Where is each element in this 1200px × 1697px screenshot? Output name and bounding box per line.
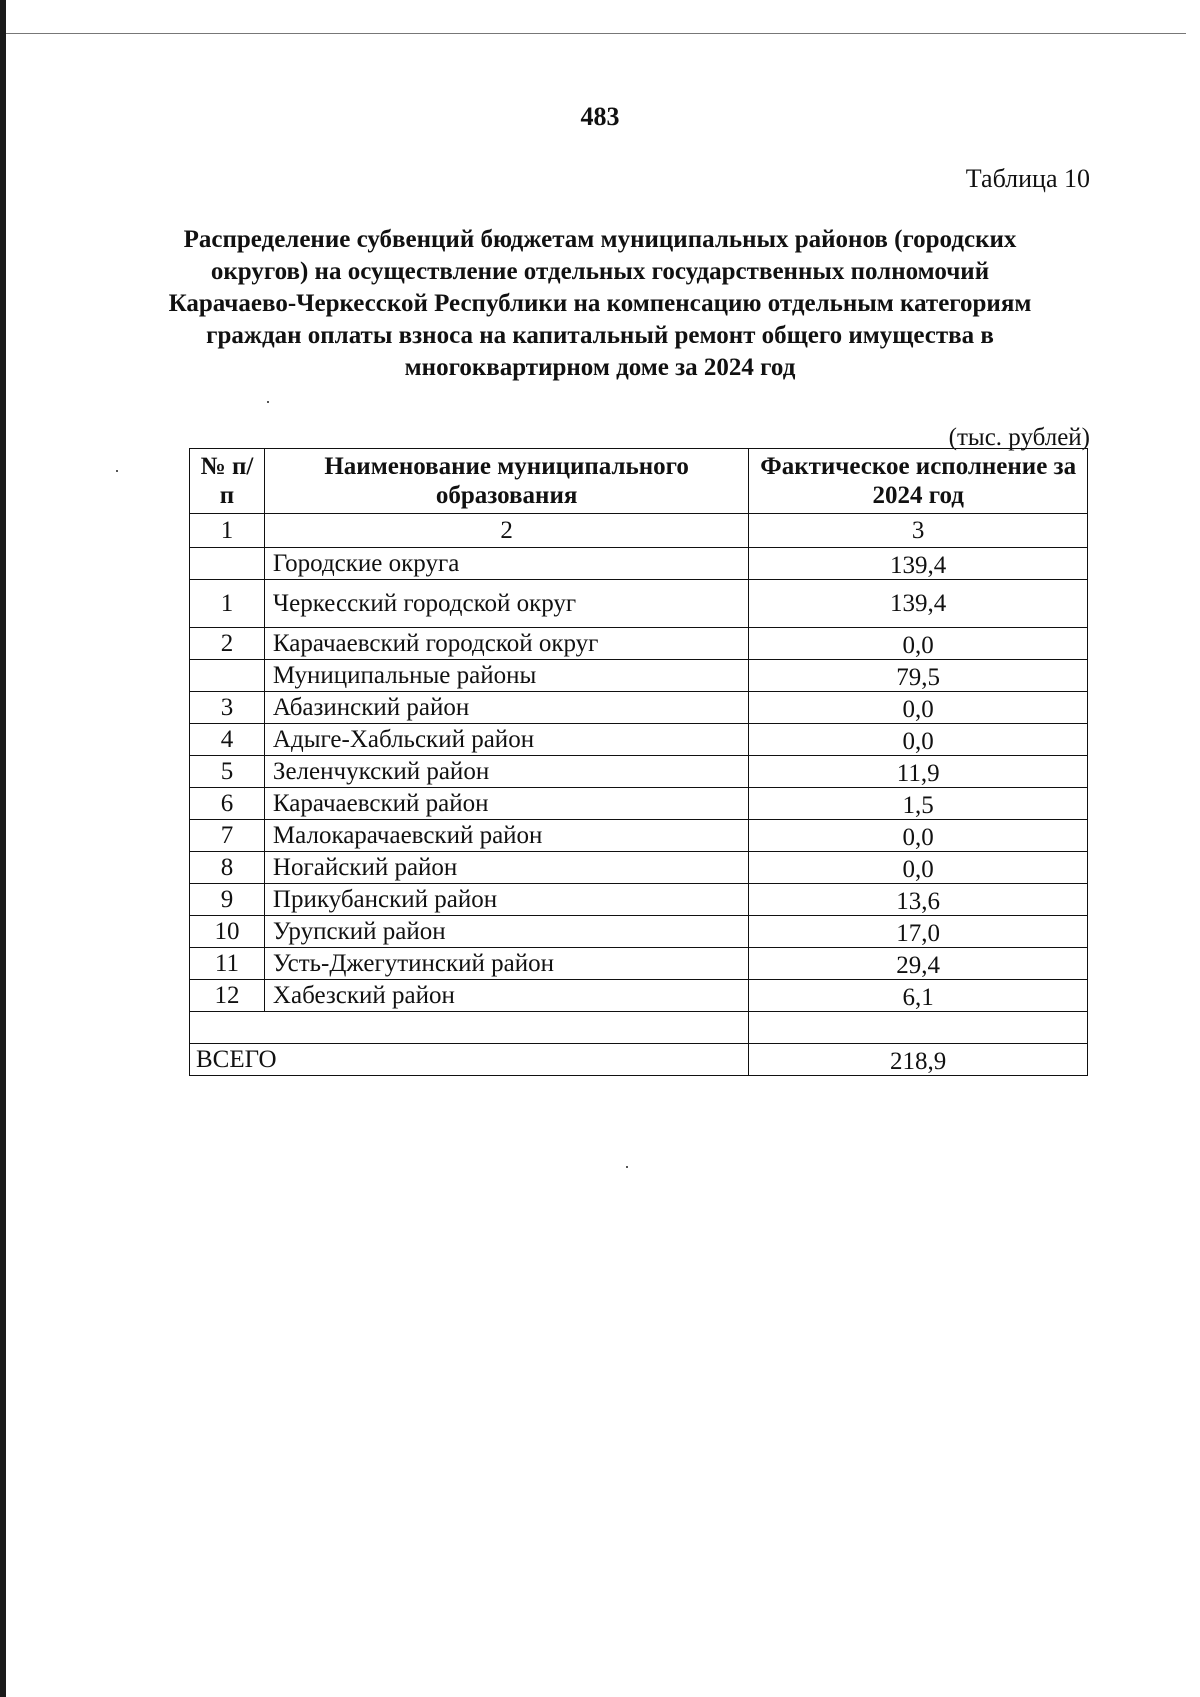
table-row bbox=[190, 756, 1088, 788]
row-name: Малокарачаевский район bbox=[264, 820, 748, 852]
row-num: 12 bbox=[190, 980, 265, 1012]
table-row bbox=[190, 660, 1088, 692]
row-name: Карачаевский городской округ bbox=[264, 628, 748, 660]
table-row bbox=[190, 788, 1088, 820]
row-num: 3 bbox=[190, 692, 265, 724]
scan-speck bbox=[267, 401, 269, 403]
table-row bbox=[190, 628, 1088, 660]
row-name: Городские округа bbox=[264, 548, 748, 580]
row-value: 0,0 bbox=[749, 628, 1088, 660]
table-empty-row bbox=[190, 1012, 1088, 1044]
table-row bbox=[190, 980, 1088, 1012]
row-num: 4 bbox=[190, 724, 265, 756]
units-label: (тыс. рублей) bbox=[948, 424, 1090, 451]
header-value: Фактическое исполнение за 2024 год bbox=[749, 449, 1088, 514]
header-num: № п/п bbox=[190, 449, 265, 514]
total-label: ВСЕГО bbox=[190, 1044, 749, 1076]
table-row bbox=[190, 884, 1088, 916]
row-num: 1 bbox=[190, 580, 265, 628]
row-value: 139,4 bbox=[749, 580, 1088, 628]
scan-speck bbox=[116, 470, 118, 472]
table-row bbox=[190, 948, 1088, 980]
row-num: 2 bbox=[190, 628, 265, 660]
document-title: Распределение субвенций бюджетам муниципальных районов (городских округов) на осуществление отдельных государственных полномочий Карачаево-Черкесской Республики на компенсацию отдельным категориям граждан оплаты взноса на капитальный ремонт общего имущества в многоквартирном доме за 2024 год bbox=[168, 226, 1032, 381]
table-row bbox=[190, 820, 1088, 852]
row-num bbox=[190, 548, 265, 580]
row-value: 11,9 bbox=[749, 756, 1088, 788]
row-name: Усть-Джегутинский район bbox=[264, 948, 748, 980]
table-label: Таблица 10 bbox=[965, 164, 1090, 193]
row-num: 6 bbox=[190, 788, 265, 820]
row-value: 79,5 bbox=[749, 660, 1088, 692]
row-value: 0,0 bbox=[749, 852, 1088, 884]
table-row bbox=[190, 692, 1088, 724]
row-name: Адыге-Хабльский район bbox=[264, 724, 748, 756]
table-row bbox=[190, 580, 1088, 628]
total-value: 218,9 bbox=[749, 1044, 1088, 1076]
row-value: 6,1 bbox=[749, 980, 1088, 1012]
row-value: 1,5 bbox=[749, 788, 1088, 820]
row-num bbox=[190, 660, 265, 692]
row-name: Ногайский район bbox=[264, 852, 748, 884]
row-num: 7 bbox=[190, 820, 265, 852]
table-row bbox=[190, 548, 1088, 580]
row-num: 9 bbox=[190, 884, 265, 916]
page-number: 483 bbox=[580, 102, 620, 131]
row-num: 5 bbox=[190, 756, 265, 788]
column-number: 3 bbox=[749, 514, 1088, 548]
row-name: Урупский район bbox=[264, 916, 748, 948]
row-value: 29,4 bbox=[749, 948, 1088, 980]
row-value: 139,4 bbox=[749, 548, 1088, 580]
scan-left-edge bbox=[0, 0, 6, 1697]
table-row bbox=[190, 724, 1088, 756]
row-name: Муниципальные районы bbox=[264, 660, 748, 692]
row-name: Хабезский район bbox=[264, 980, 748, 1012]
empty-cell bbox=[749, 1012, 1088, 1044]
row-name: Зеленчукский район bbox=[264, 756, 748, 788]
row-num: 11 bbox=[190, 948, 265, 980]
column-number: 2 bbox=[264, 514, 748, 548]
row-name: Прикубанский район bbox=[264, 884, 748, 916]
row-value: 0,0 bbox=[749, 820, 1088, 852]
row-value: 0,0 bbox=[749, 724, 1088, 756]
subvention-table bbox=[189, 448, 1088, 1076]
row-value: 13,6 bbox=[749, 884, 1088, 916]
scan-speck bbox=[626, 1166, 628, 1168]
row-name: Черкесский городской округ bbox=[264, 580, 748, 628]
header-name: Наименование муниципального образования bbox=[264, 449, 748, 514]
row-value: 17,0 bbox=[749, 916, 1088, 948]
table-total-row bbox=[190, 1044, 1088, 1076]
column-number-row bbox=[190, 514, 1088, 548]
scan-top-line bbox=[6, 33, 1186, 34]
table-header-row bbox=[190, 449, 1088, 514]
row-name: Карачаевский район bbox=[264, 788, 748, 820]
column-number: 1 bbox=[190, 514, 265, 548]
row-name: Абазинский район bbox=[264, 692, 748, 724]
table-row bbox=[190, 916, 1088, 948]
row-num: 8 bbox=[190, 852, 265, 884]
empty-cell bbox=[190, 1012, 749, 1044]
row-value: 0,0 bbox=[749, 692, 1088, 724]
table-row bbox=[190, 852, 1088, 884]
row-num: 10 bbox=[190, 916, 265, 948]
